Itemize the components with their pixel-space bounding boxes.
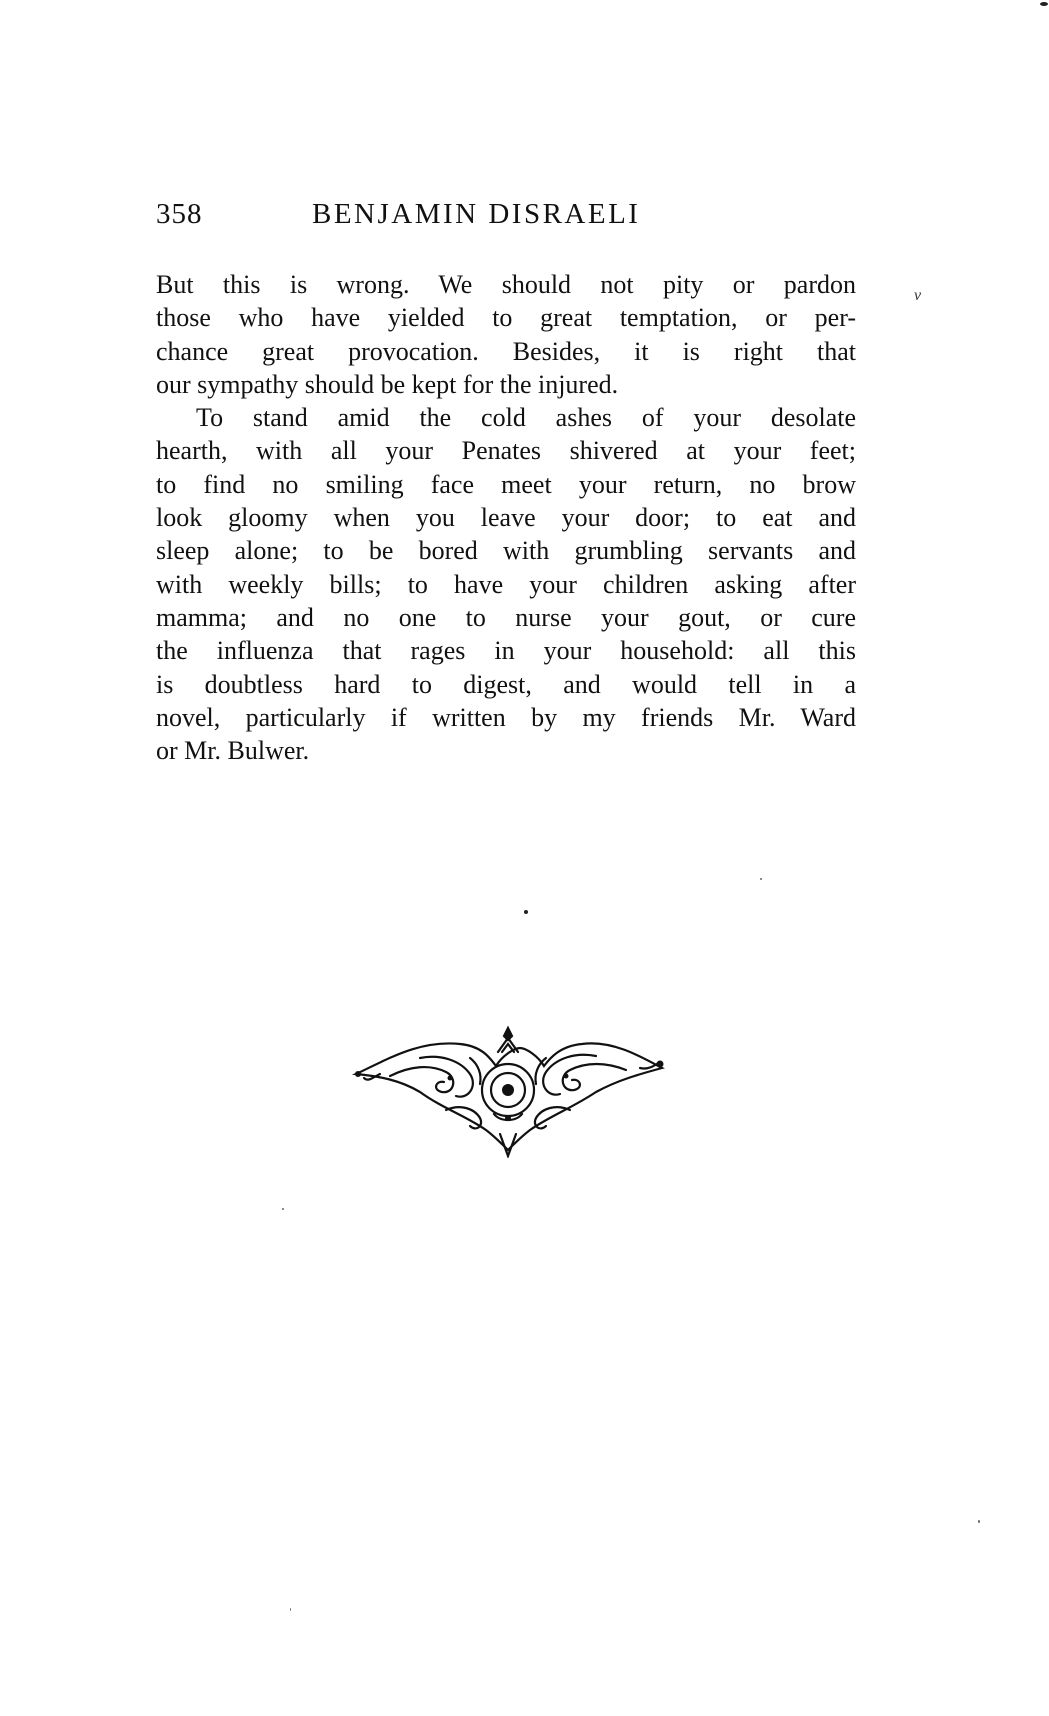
margin-tick-mark: v — [914, 287, 922, 304]
text-line: sleep alone; to be bored with grumbling servants and — [156, 536, 856, 566]
text-line: To stand amid the cold ashes of your desolate — [196, 403, 856, 433]
scan-speck — [524, 910, 528, 914]
text-line: the influenza that rages in your household: all this — [156, 636, 856, 666]
text-line: our sympathy should be kept for the injured. — [156, 369, 619, 399]
scan-speck — [760, 878, 762, 880]
text-line: hearth, with all your Penates shivered at your feet; — [156, 436, 856, 466]
text-line: chance great provocation. Besides, it is right that — [156, 336, 856, 366]
text-line: is doubtless hard to digest, and would tell in a — [156, 669, 856, 699]
scan-speck — [290, 1608, 291, 1611]
running-head — [156, 198, 856, 242]
text-line: novel, particularly if written by my friends Mr. Ward — [156, 702, 856, 732]
tailpiece-ornament-icon — [350, 1018, 666, 1158]
text-line: look gloomy when you leave your door; to eat and — [156, 503, 856, 533]
page-number: 358 — [156, 198, 203, 230]
text-line: or Mr. Bulwer. — [156, 736, 310, 766]
text-line: mamma; and no one to nurse your gout, or cure — [156, 602, 856, 632]
scan-speck — [978, 1520, 980, 1523]
text-line: to find no smiling face meet your return, no brow — [156, 469, 856, 499]
paragraph — [156, 401, 856, 767]
scan-speck — [1040, 2, 1048, 6]
running-title: BENJAMIN DISRAELI — [312, 198, 641, 230]
text-line: with weekly bills; to have your children asking after — [156, 569, 856, 599]
body-text — [156, 268, 856, 767]
paragraph — [156, 268, 856, 401]
text-line: But this is wrong. We should not pity or pardon — [156, 270, 856, 299]
scan-speck — [282, 1208, 284, 1210]
text-line: those who have yielded to great temptation, or per- — [156, 303, 856, 333]
